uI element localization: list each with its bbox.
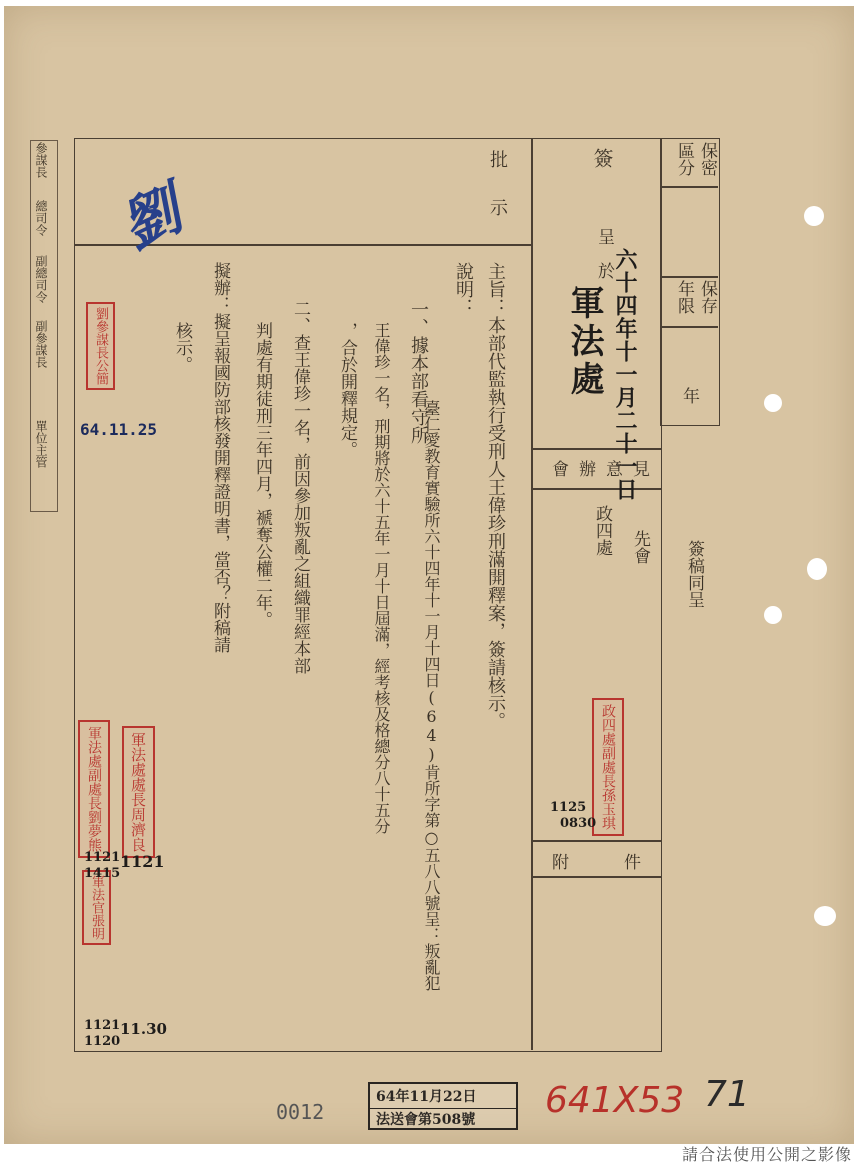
receipt-number: 法送會第508號 (370, 1108, 516, 1129)
approval-signature: 劉 (110, 175, 192, 262)
security-sub-label: 區分 (674, 142, 694, 176)
divider (531, 840, 661, 842)
divider (531, 488, 661, 490)
politics-stamp: 政四處副處長孫玉琪 (592, 698, 624, 836)
routing-head: 參謀長 (34, 142, 48, 178)
folio-number: 71 (704, 1074, 750, 1115)
opinion-office: 政四處 (592, 505, 612, 556)
divider (531, 448, 661, 450)
explain-label: 說明： (453, 262, 474, 316)
stamp-date: 64.11.25 (80, 420, 158, 439)
paper-hole (764, 394, 782, 412)
attachment-label: 附件 (552, 853, 696, 873)
page-number-left: 0012 (276, 1100, 325, 1124)
sign-label: 簽 (590, 148, 614, 168)
paper-hole (804, 206, 824, 226)
routing-deputy: 副總司令 (34, 255, 48, 303)
divider (660, 186, 718, 188)
paper-hole (814, 906, 836, 926)
timestamp: 11.30 (120, 1020, 167, 1038)
to-label: 於 (594, 262, 614, 279)
divider (660, 326, 718, 328)
item2-line-b: 判處有期徒刑三年四月，褫奪公權二年。 (252, 322, 272, 628)
routing-unit-head: 單位主管 (34, 420, 48, 468)
timestamp: 1415 (84, 866, 121, 881)
paper-hole (764, 606, 782, 624)
footer-note: 請合法使用公開之影像 (681, 1145, 852, 1164)
document-date: 六十四年十一月二十一日 (612, 248, 638, 501)
timestamp: 1121 (84, 850, 121, 865)
item1-line-b: 臺仁愛教育實驗所六十四年十一月十四日(64)肯所字第○五八八號呈：叛亂犯 (422, 400, 441, 991)
divider (531, 138, 533, 1050)
form-frame (74, 138, 662, 1052)
divider (531, 876, 661, 878)
timestamp: 1120 (84, 1034, 121, 1049)
security-label: 保密 (697, 142, 717, 176)
timestamp: 1125 (550, 800, 587, 815)
opinion-note: 先會 (630, 530, 650, 564)
receipt-date: 64年11月22日 (376, 1089, 477, 1105)
year-unit: 年 (683, 387, 700, 407)
opinions-title: 會辦意見 (552, 460, 660, 480)
officer-stamp: 軍法官張明 (82, 870, 111, 945)
receipt-stamp (368, 1082, 518, 1130)
item1-line-c: 王偉珍一名，刑期將於六十五年一月十日屆滿，經考核及格總分八十五分 (372, 322, 391, 834)
office-name: 軍法處 (564, 285, 604, 399)
routing-deputy-chief: 副參謀長 (34, 320, 48, 368)
chief-of-staff-stamp: 劉參謀長公簡 (86, 302, 115, 390)
item1-lead: 一、據本部看守所 (408, 300, 429, 444)
draft-note: 簽稿同呈 (684, 540, 704, 608)
retention-sub-label: 年限 (674, 280, 694, 314)
retention-label: 保存 (697, 280, 717, 314)
timestamp: 1121 (120, 852, 165, 871)
submit-label: 呈 (594, 228, 614, 245)
subject-line: 主旨：本部代監執行受刑人王偉珍刑滿開釋案，簽請核示。 (485, 262, 506, 730)
paper-hole (807, 558, 827, 580)
item2-line-a: 二、查王偉珍一名，前因參加叛亂之組織罪經本部 (290, 300, 310, 674)
deputy-head-stamp: 軍法處副處長劉夢熊 (78, 720, 110, 858)
item1-line-d: ，合於開釋規定。 (337, 322, 357, 458)
proposal-end: 核示。 (172, 322, 192, 373)
timestamp: 0830 (560, 816, 597, 831)
divider (660, 276, 718, 278)
routing-commander: 總司令 (34, 200, 48, 236)
approval-title: 批示 (487, 150, 508, 246)
head-stamp: 軍法處處長周濟良 (122, 726, 155, 858)
file-number: 641X53 (545, 1080, 685, 1121)
timestamp: 1121 (84, 1018, 121, 1033)
proposal-text: 擬辦：擬呈報國防部核發開釋證明書，當否？附稿請 (210, 262, 230, 653)
